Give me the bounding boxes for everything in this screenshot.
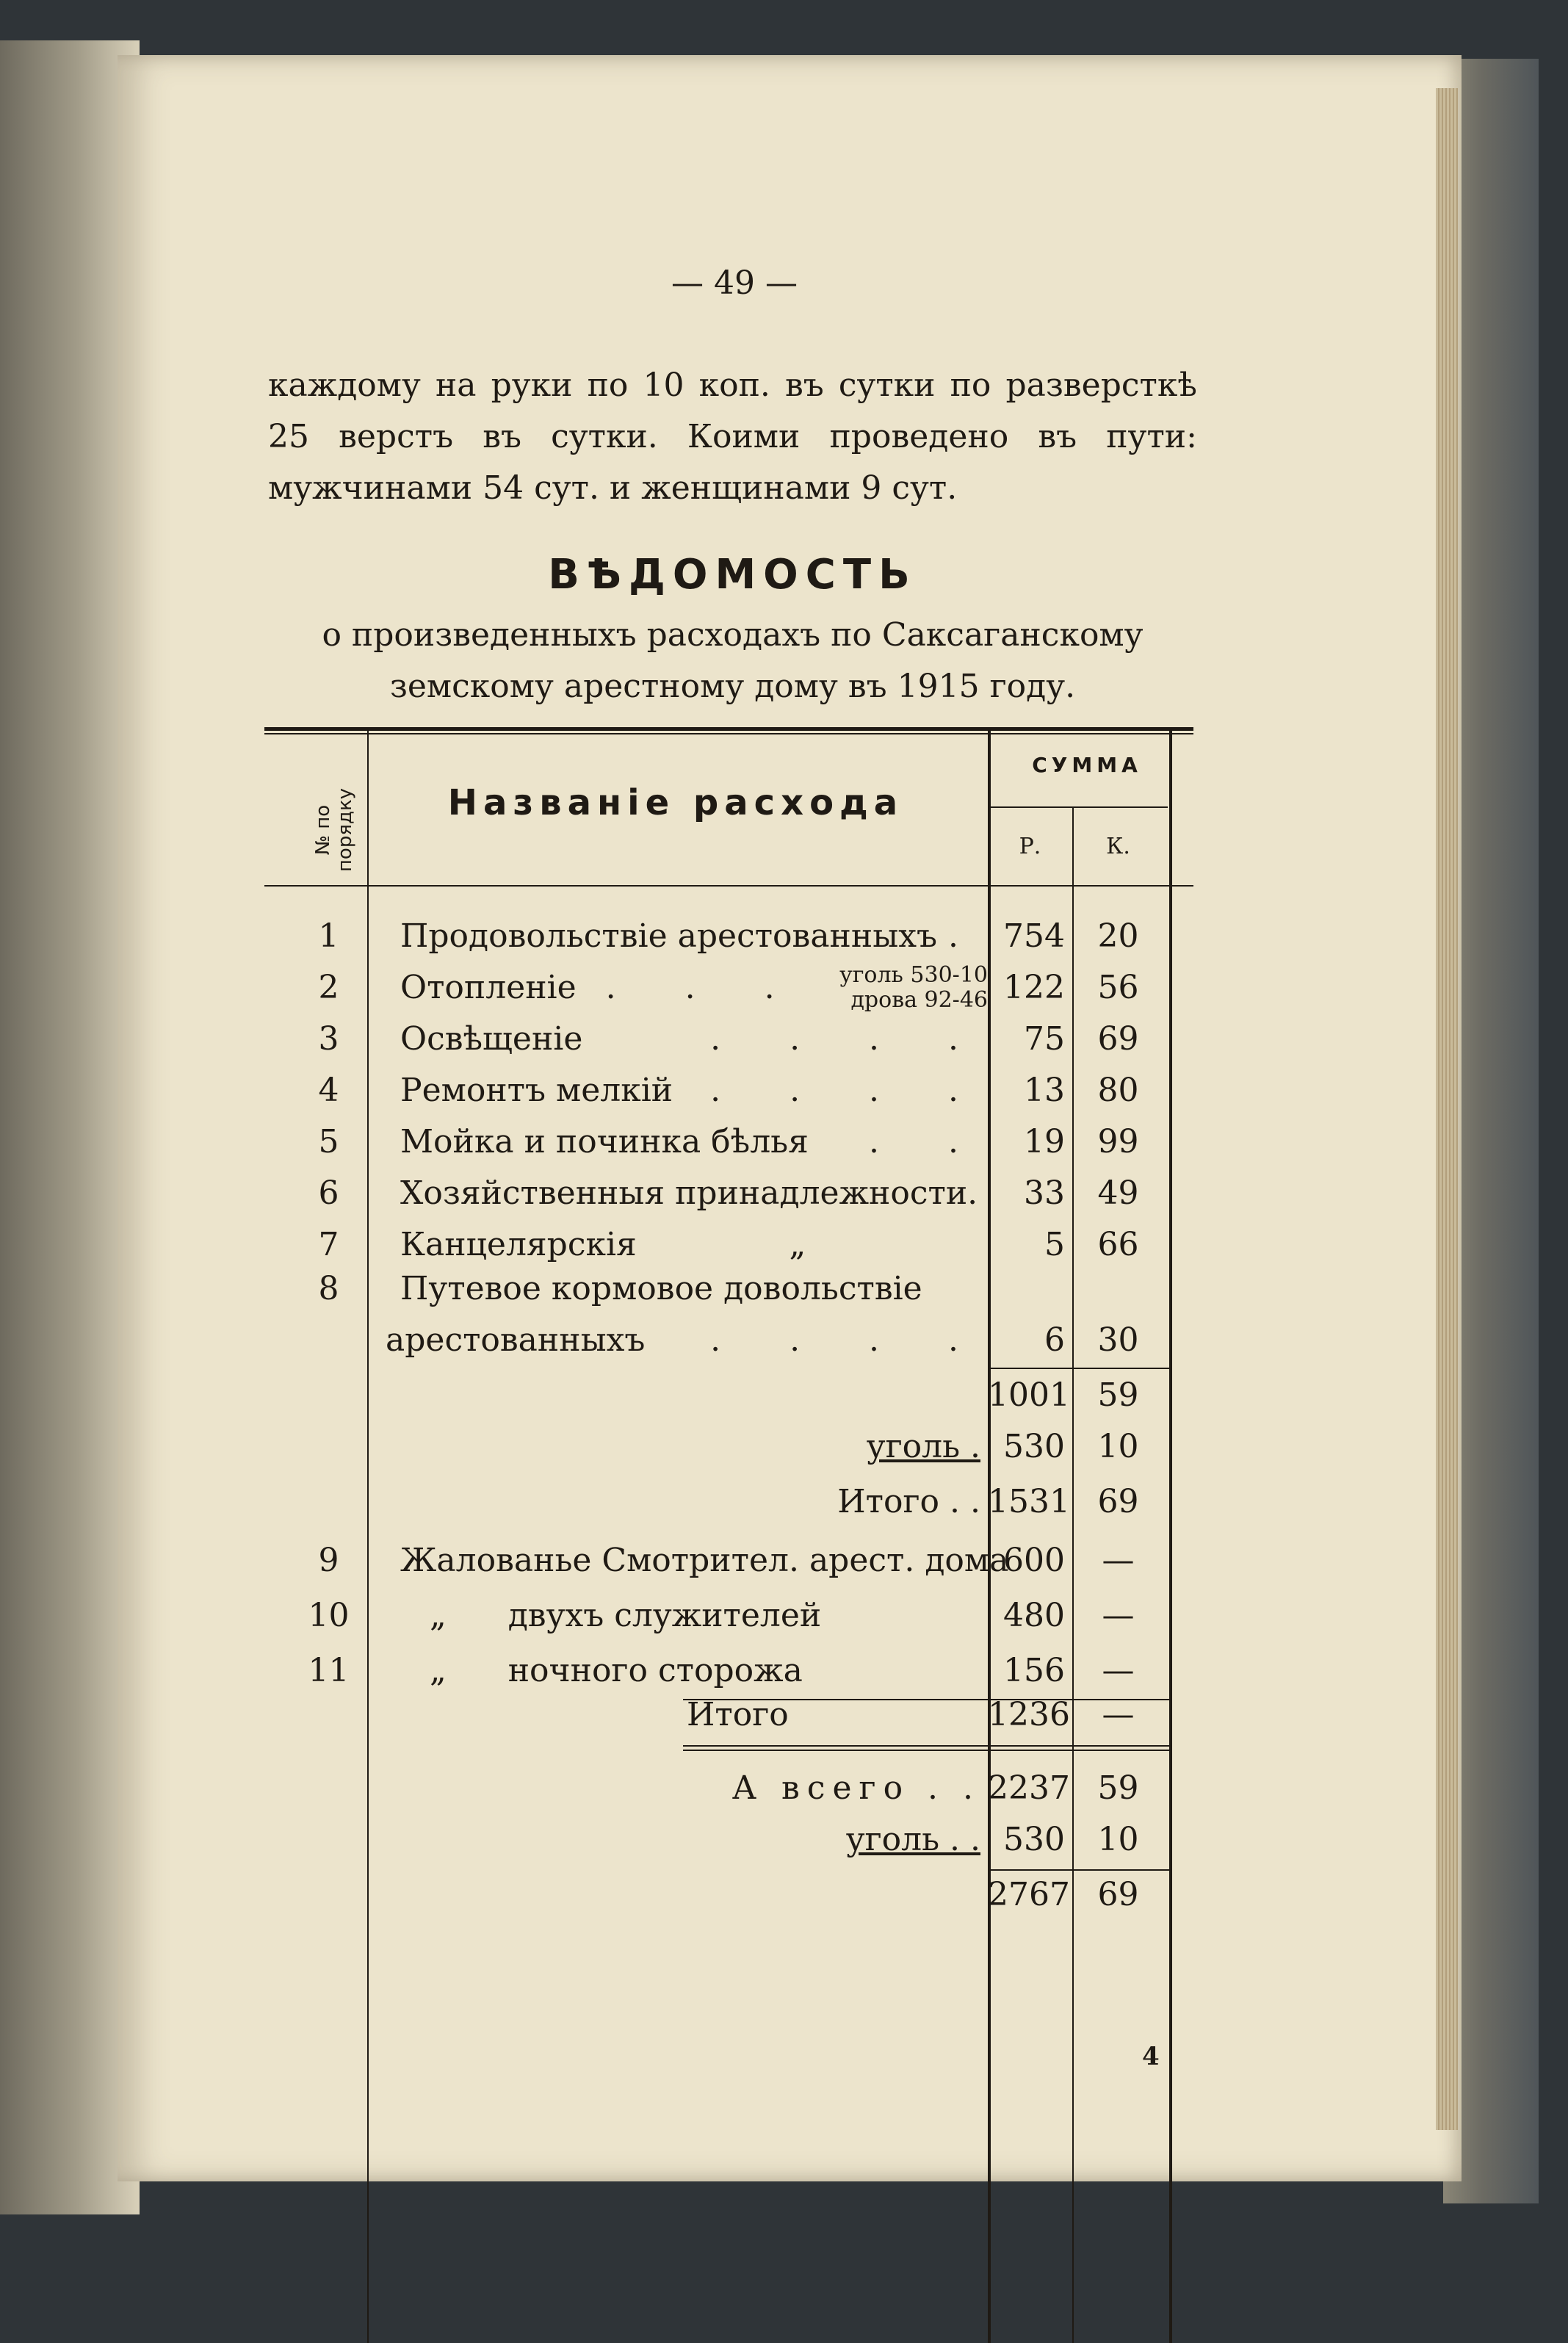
- word: въ: [784, 367, 824, 404]
- header-expense-name: Названіе расхода: [447, 782, 904, 823]
- table-row: 9 Жалованье Смотрител. арест. дома 600 —: [318, 1542, 1135, 1579]
- table-row: Итого . . 1531 69: [837, 1483, 1139, 1520]
- word: коп.: [698, 367, 770, 404]
- intro-line-2: [268, 411, 1197, 463]
- word: 10: [643, 367, 684, 404]
- page-number: — 49 —: [671, 264, 798, 302]
- word: въ: [1038, 418, 1077, 455]
- table-row: 11 „ ночного сторожа 156 —: [308, 1652, 1135, 1689]
- signature-mark: 4: [1142, 2042, 1160, 2071]
- table-row: 6 Хозяйственныя принадлежности. 33 49: [318, 1174, 1139, 1212]
- page-stack-edge: [1436, 88, 1458, 2130]
- table-top-rule: [264, 727, 1193, 731]
- itogo-rule-bottom: [683, 1745, 1171, 1747]
- table-row: арестованныхъ . . . . 6 30: [386, 1321, 1139, 1359]
- word: верстъ: [339, 418, 454, 455]
- header-kop: К.: [1106, 834, 1130, 859]
- word: въ: [483, 418, 521, 455]
- word: 25: [268, 418, 309, 455]
- subtotal-rule: [988, 1368, 1171, 1369]
- word: пути:: [1106, 418, 1197, 455]
- table-row: 2 Отопленіе . . . уголь 530-10 дрова 92-46 122 56: [318, 962, 1139, 1013]
- intro-line-1: [268, 360, 1197, 411]
- fuel-breakdown: уголь 530-10 дрова 92-46: [839, 962, 988, 1013]
- table-row: 4 Ремонтъ мелкій . . . . 13 80: [318, 1072, 1139, 1109]
- subtitle-line-2: земскому арестному дому въ 1915 году.: [389, 668, 1076, 705]
- word: сутки.: [551, 418, 658, 455]
- table-row: 1001 59: [988, 1376, 1139, 1414]
- header-number: № по порядку: [312, 787, 356, 873]
- table-row: 10 „ двухъ служителей 480 —: [308, 1597, 1135, 1634]
- subtitle-line-1: о произведенныхъ расходахъ по Саксаганскому: [322, 616, 1144, 654]
- sum-divider: [988, 806, 1168, 808]
- word: сутки: [838, 367, 936, 404]
- table-row: уголь . 530 10: [866, 1428, 1139, 1465]
- table-row: Итого 1236 —: [687, 1696, 1135, 1733]
- intro-line-3: мужчинами 54 сут. и женщинами 9 сут.: [268, 469, 958, 507]
- table-row: 1 Продовольствіе арестованныхъ . 754 20: [318, 917, 1139, 955]
- document-subtitle: [268, 610, 1197, 712]
- word: руки: [491, 367, 573, 404]
- intro-paragraph: [268, 360, 1197, 514]
- word: Коими: [687, 418, 801, 455]
- table-row: 8 Путевое кормовое довольствіе: [318, 1270, 922, 1307]
- word: проведено: [829, 418, 1009, 455]
- table-row: 5 Мойка и починка бѣлья . . 19 99: [318, 1123, 1139, 1160]
- word: разверсткѣ: [1005, 367, 1197, 404]
- word: по: [950, 367, 991, 404]
- table-row: 7 Канцелярскія „ 5 66: [318, 1226, 1139, 1263]
- header-sum: СУММА: [1032, 753, 1142, 777]
- table-row: уголь . . 530 10: [845, 1821, 1139, 1858]
- header-rub: Р.: [1019, 834, 1041, 859]
- word: по: [587, 367, 629, 404]
- table-row: 2767 69: [988, 1876, 1139, 1913]
- itogo-rule-bottom-2: [683, 1750, 1171, 1751]
- header-bottom-rule: [264, 885, 1193, 887]
- document-title: ВѢДОМОСТЬ: [548, 551, 917, 599]
- table-row: 3 Освѣщеніе . . . . 75 69: [318, 1020, 1139, 1058]
- table-top-rule-thin: [264, 733, 1193, 734]
- table-row: А всего . . 2237 59: [731, 1769, 1139, 1807]
- word: на: [435, 367, 477, 404]
- word: каждому: [268, 367, 421, 404]
